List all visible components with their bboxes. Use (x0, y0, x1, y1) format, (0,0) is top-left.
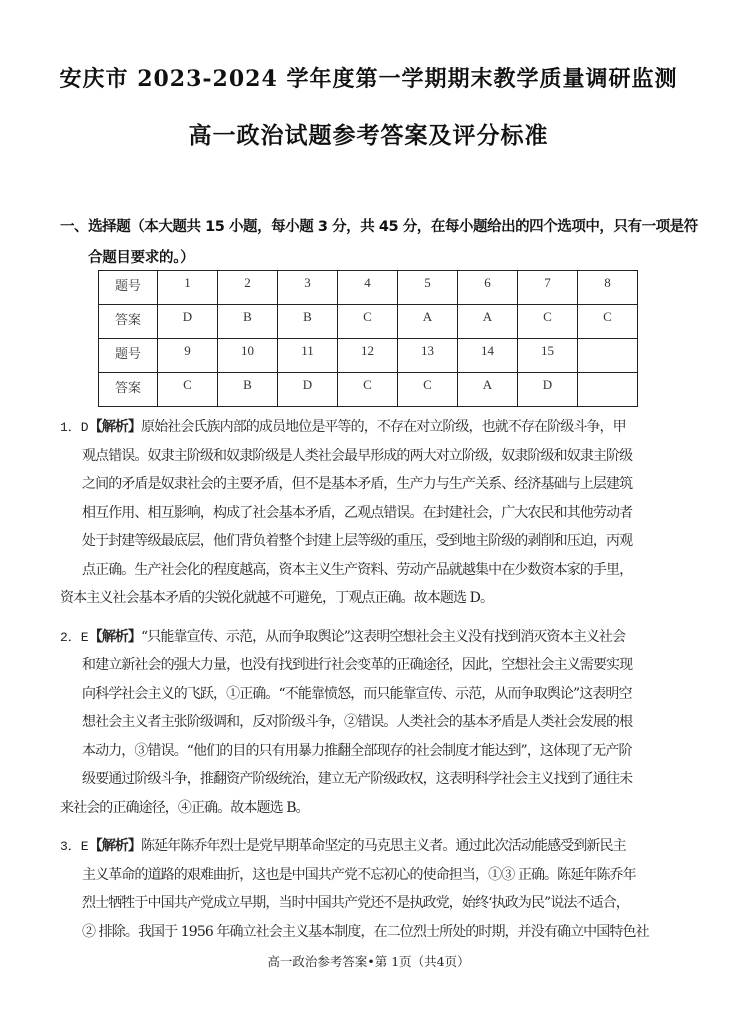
answer-table-cell: 12 (338, 339, 398, 373)
explanation-text: 原始社会氏族内部的成员地位是平等的，不存在对立阶级，也就不存在阶级斗争，甲 (141, 419, 626, 435)
explanation-line: 本动力，③错误。“他们的目的只有用暴力推翻全部现存的社会制度才能达到”，这体现了无产阶 (82, 742, 632, 759)
explanation-text: 陈延年陈乔年烈士是党早期革命坚定的马克思主义者。通过此次活动能感受到新民主 (141, 838, 626, 854)
explanation-item-2 (60, 623, 690, 823)
answer-table-cell: 15 (518, 339, 578, 373)
answer-table-cell: 5 (398, 271, 458, 305)
answer-table-cell: 7 (518, 271, 578, 305)
answer-table-cell: 9 (158, 339, 218, 373)
explanation-line: 和建立新社会的强大力量，也没有找到进行社会变革的正确途径，因此，空想社会主义需要实现 (82, 657, 633, 673)
answer-table-cell: B (218, 373, 278, 407)
question-number-answer: 3．E (60, 839, 89, 854)
explanation-line (60, 413, 690, 442)
answer-table-cell: 6 (458, 271, 518, 305)
answer-table-cell: A (398, 305, 458, 339)
explanation-line: 相互作用、相互影响，构成了社会基本矛盾，乙观点错误。在封建社会，广大农民和其他劳动者 (82, 504, 633, 521)
analysis-tag: 【解析】 (88, 838, 142, 854)
explanation-line: 向科学社会主义的飞跃，①正确。“不能靠愤怒，而只能靠宣传、示范，从而争取舆论”这表明空 (82, 685, 632, 702)
answer-table-cell (578, 373, 638, 407)
answer-table-cell: A (458, 373, 518, 407)
answer-table-row-label: 题号 (99, 271, 158, 305)
explanation-line: 点正确。生产社会化的程度越高，资本主义生产资料、劳动产品就越集中在少数资本家的手里， (82, 561, 633, 578)
answer-table-cell: B (278, 305, 338, 339)
document-subtitle: 高一政治试题参考答案及评分标准 (188, 123, 549, 149)
answer-table-row (99, 271, 638, 305)
answer-table-cell: C (518, 305, 578, 339)
question-number-answer: 2．E (60, 629, 89, 645)
explanation-line: 观点错误。奴隶主阶级和奴隶阶级是人类社会最早形成的两大对立阶级，奴隶阶级和奴隶主阶级 (82, 447, 633, 464)
explanation-line: 之间的矛盾是奴隶社会的主要矛盾，但不是基本矛盾，生产力与生产关系、经济基础与上层建筑 (82, 476, 633, 492)
explanation-item-3 (60, 832, 690, 946)
answer-table-cell: 2 (218, 271, 278, 305)
answer-table-cell: 8 (578, 271, 638, 305)
explanation-line: 级要通过阶级斗争，推翻资产阶级统治，建立无产阶级政权，这表明科学社会主义找到了通往未 (82, 771, 633, 787)
answer-table-cell: C (338, 305, 398, 339)
answer-table-row (99, 305, 638, 339)
question-number-answer: 1．D (60, 420, 89, 435)
answer-table-cell: C (398, 373, 458, 407)
document-title: 安庆市 2023-2024 学年度第一学期期末教学质量调研监测 (59, 66, 678, 92)
explanation-line (60, 623, 690, 652)
answer-table-cell: 13 (398, 339, 458, 373)
answer-table-cell: C (158, 373, 218, 407)
analysis-tag: 【解析】 (88, 628, 142, 645)
explanations-list (60, 413, 690, 946)
answer-table-row (99, 339, 638, 373)
answer-table-cell: 14 (458, 339, 518, 373)
answer-table-cell (578, 339, 638, 373)
answer-table-cell: C (578, 305, 638, 339)
explanation-item-1 (60, 413, 690, 613)
answer-table-cell: D (518, 373, 578, 407)
answer-table-row-label: 答案 (99, 305, 158, 339)
explanation-line: 资本主义社会基本矛盾的尖锐化就越不可避免，丁观点正确。故本题选 D。 (60, 590, 494, 606)
page-footer: 高一政治参考答案•第 1页（共4页） (267, 954, 470, 969)
answer-table-row (99, 373, 638, 407)
answer-table-cell: 4 (338, 271, 398, 305)
answer-table-row-label: 答案 (99, 373, 158, 407)
answer-table-cell: C (338, 373, 398, 407)
explanation-line: 处于封建等级最底层，他们背负着整个封建上层等级的重压，受到地主阶级的剥削和压迫，丙观 (82, 533, 633, 549)
section-heading-line-1: 一、选择题（本大题共 15 小题，每小题 3 分，共 45 分，在每小题给出的四个选项中，只有一项是符 (60, 219, 698, 235)
answer-table-cell: 10 (218, 339, 278, 373)
answer-table-cell: D (158, 305, 218, 339)
explanation-line (60, 832, 690, 861)
answer-table (98, 270, 638, 407)
answer-table-cell: 11 (278, 339, 338, 373)
section-heading-choice-questions (60, 212, 700, 274)
analysis-tag: 【解析】 (88, 419, 142, 435)
explanation-line: 想社会主义者主张阶级调和，反对阶级斗争，②错误。人类社会的基本矛盾是人类社会发展的根 (82, 714, 633, 730)
section-heading-line-2: 合题目要求的。） (88, 250, 195, 266)
answer-table-row-label: 题号 (99, 339, 158, 373)
explanation-line: 烈士牺牲于中国共产党成立早期，当时中国共产党还不是执政党，始终‘执政为民”说法不适合， (82, 895, 629, 911)
answer-table-cell: 1 (158, 271, 218, 305)
explanation-line: 来社会的正确途径，④正确。故本题选 B。 (60, 799, 309, 816)
explanation-line: ② 排除。我国于 1956 年确立社会主义基本制度，在二位烈士所处的时期，并没有确立中国特色社 (82, 923, 649, 940)
explanation-text: “只能靠宣传、示范，从而争取舆论”这表明空想社会主义没有找到消灭资本主义社会 (141, 628, 626, 645)
answer-table-cell: A (458, 305, 518, 339)
explanation-line: 主义革命的道路的艰难曲折，这也是中国共产党不忘初心的使命担当，①③ 正确。陈延年陈乔年 (82, 866, 636, 883)
answer-table-cell: D (278, 373, 338, 407)
answer-table-cell: 3 (278, 271, 338, 305)
answer-table-cell: B (218, 305, 278, 339)
